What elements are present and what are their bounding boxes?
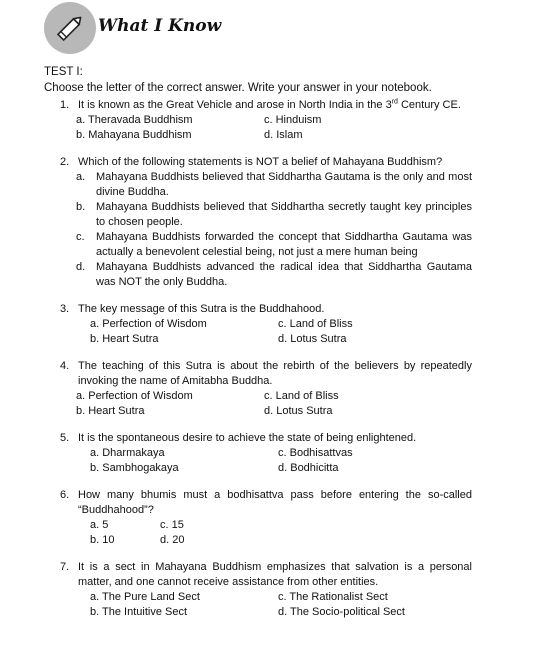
question-3	[60, 302, 472, 317]
question-number: 3.	[60, 303, 70, 315]
option-b: b. Heart Sutra	[76, 405, 145, 417]
options-5	[90, 446, 472, 476]
test-label: TEST I:	[44, 66, 83, 78]
question-number: 5.	[60, 432, 70, 444]
option-d: d. 20	[160, 534, 185, 546]
question-text: The teaching of this Sutra is about the rebirth of the believers by repeatedly invoking the name of Amitabha Buddha.	[78, 360, 472, 387]
question-7	[60, 560, 472, 590]
option-d: d. The Socio-political Sect	[278, 606, 405, 618]
question-5	[60, 431, 472, 446]
option-c: c. The Rationalist Sect	[278, 591, 388, 603]
statement-c: c. Mahayana Buddhists forwarded the concept that Siddhartha Gautama was actually a benevolent celestial being, not just a mere human being	[76, 231, 472, 258]
question-1	[60, 98, 472, 113]
options-1	[76, 113, 472, 143]
question-text: It is the spontaneous desire to achieve the state of being enlightened.	[78, 432, 417, 444]
options-6	[90, 518, 472, 548]
section-title: What I Know	[98, 16, 222, 36]
option-a: a. 5	[90, 519, 109, 531]
option-a: a. Theravada Buddhism	[76, 114, 193, 126]
option-a: a. Dharmakaya	[90, 447, 165, 459]
question-4	[60, 359, 472, 389]
option-d: d. Bodhicitta	[278, 462, 339, 474]
question-number: 7.	[60, 561, 70, 573]
option-a: a. The Pure Land Sect	[90, 591, 200, 603]
question-list	[60, 98, 472, 620]
option-c: c. Land of Bliss	[278, 318, 353, 330]
option-b: b. The Intuitive Sect	[90, 606, 188, 618]
question-text: The key message of this Sutra is the Buddhahood.	[78, 303, 325, 315]
option-b: b. 10	[90, 534, 115, 546]
option-c: c. 15	[160, 519, 184, 531]
question-text: Which of the following statements is NOT a belief of Mahayana Buddhism?	[78, 156, 443, 168]
question-6	[60, 488, 472, 518]
question-number: 4.	[60, 360, 70, 372]
statements-2	[76, 170, 472, 290]
option-d: d. Lotus Sutra	[278, 333, 347, 345]
option-c: c. Hinduism	[264, 114, 322, 126]
option-a: a. Perfection of Wisdom	[90, 318, 207, 330]
option-b: b. Mahayana Buddhism	[76, 129, 192, 141]
question-text: How many bhumis must a bodhisattva pass before entering the so-called “Buddhahood”?	[78, 489, 472, 516]
question-number: 2.	[60, 156, 70, 168]
pencil-icon	[44, 2, 96, 54]
option-b: b. Sambhogakaya	[90, 462, 179, 474]
option-c: c. Bodhisattvas	[278, 447, 353, 459]
options-4	[76, 389, 472, 419]
question-2	[60, 155, 472, 170]
instructions: Choose the letter of the correct answer. Write your answer in your notebook.	[44, 82, 432, 94]
option-d: d. Lotus Sutra	[264, 405, 333, 417]
option-d: d. Islam	[264, 129, 303, 141]
statement-a: a. Mahayana Buddhists believed that Siddhartha Gautama is the only and most divine Buddha.	[76, 171, 472, 198]
option-b: b. Heart Sutra	[90, 333, 159, 345]
option-a: a. Perfection of Wisdom	[76, 390, 193, 402]
statement-b: b. Mahayana Buddhists believed that Siddhartha secretly taught key principles to chosen people.	[76, 201, 472, 228]
option-c: c. Land of Bliss	[264, 390, 339, 402]
statement-d: d. Mahayana Buddhists advanced the radical idea that Siddhartha Gautama was NOT the only Buddha.	[76, 261, 472, 288]
question-number: 6.	[60, 489, 70, 501]
question-text: It is a sect in Mahayana Buddhism emphasizes that salvation is a personal matter, and one cannot receive assistance from other entities.	[78, 561, 472, 588]
question-text: It is known as the Great Vehicle and arose in North India in the 3rd Century CE.	[78, 98, 461, 111]
options-7	[90, 590, 472, 620]
options-3	[90, 317, 472, 347]
question-number: 1.	[60, 99, 70, 111]
